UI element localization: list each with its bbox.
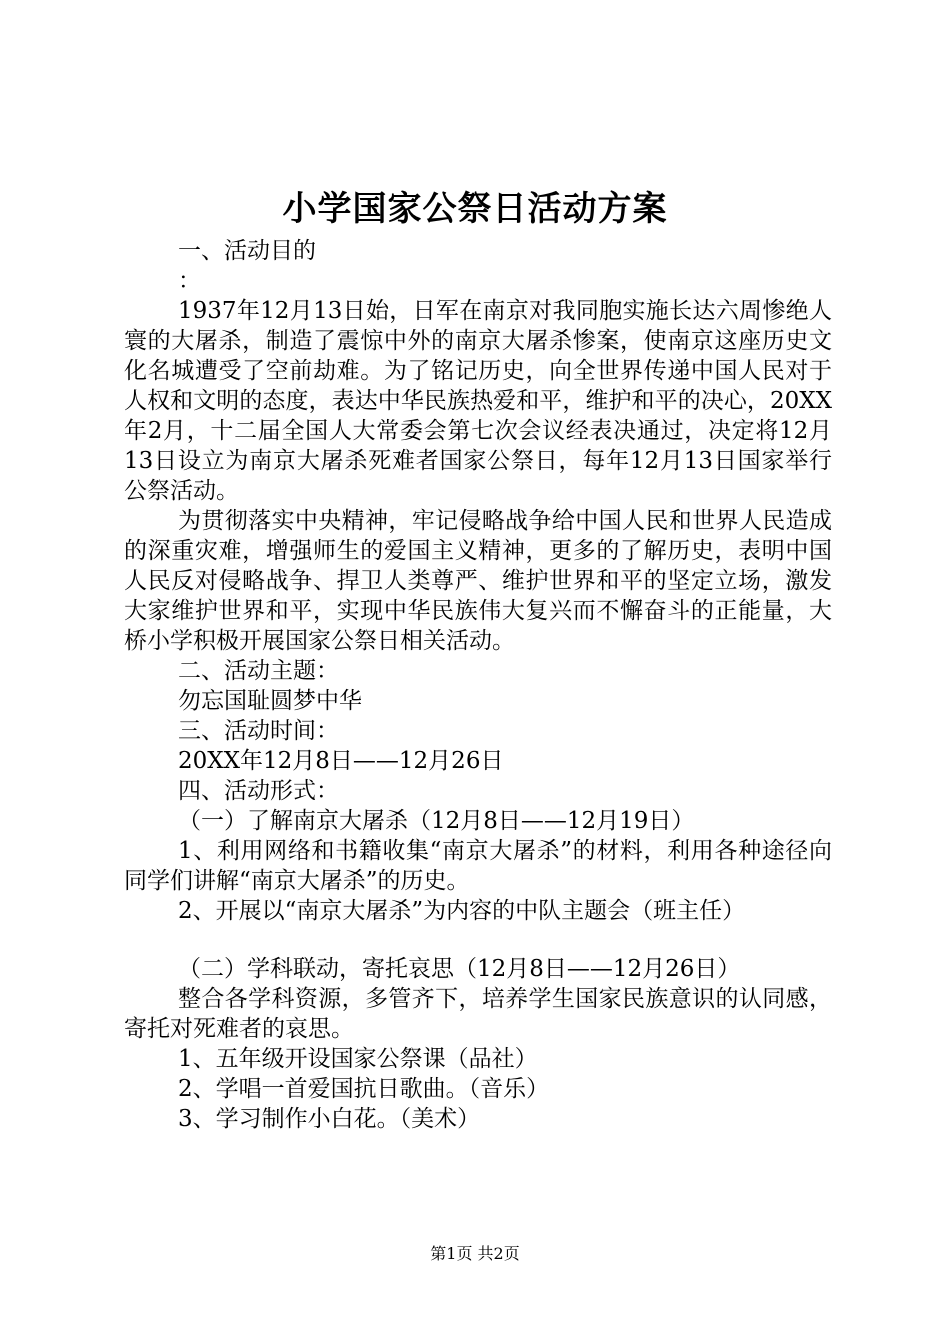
- paragraph-subjects: 整合各学科资源，多管齐下，培养学生国家民族意识的认同感，寄托对死难者的哀思。: [124, 986, 832, 1042]
- section-heading-theme: 二、活动主题：: [178, 658, 339, 684]
- list-item: 3、学习制作小白花。（美术）: [178, 1106, 481, 1132]
- section-heading-time: 三、活动时间：: [178, 718, 339, 744]
- paragraph-purpose: 为贯彻落实中央精神，牢记侵略战争给中国人民和世界人民造成的深重灾难，增强师生的爱国主义精神，更多的了解历史，表明中国人民反对侵略战争、捍卫人类尊严、维护世界和平的坚定立场，激发大家维护世界和平，实现中华民族伟大复兴而不懈奋斗的正能量，大桥小学积极开展国家公祭日相关活动。: [124, 508, 832, 654]
- section-heading-purpose: 一、活动目的: [178, 238, 316, 264]
- theme-text: 勿忘国耻圆梦中华: [178, 688, 362, 714]
- paragraph-background: 1937年12月13日始，日军在南京对我同胞实施长达六周惨绝人寰的大屠杀，制造了震惊中外的南京大屠杀惨案，使南京这座历史文化名城遭受了空前劫难。为了铭记历史，向全世界传递中国人民对于人权和文明的态度，表达中华民族热爱和平，维护和平的决心，20XX年2月，十二届全国人大常委会第七次会议经表决通过，决定将12月13日设立为南京大屠杀死难者国家公祭日，每年12月13日国家举行公祭活动。: [124, 298, 832, 504]
- list-item: 2、学唱一首爱国抗日歌曲。（音乐）: [178, 1076, 550, 1102]
- page-number-footer: 第1页 共2页: [430, 1244, 520, 1263]
- time-text: 20XX年12月8日——12月26日: [178, 748, 504, 774]
- colon-line: ：: [178, 268, 201, 294]
- document-title: 小学国家公祭日活动方案: [282, 189, 668, 229]
- section-heading-form: 四、活动形式：: [178, 778, 339, 804]
- list-item: 1、五年级开设国家公祭课（品社）: [178, 1046, 538, 1072]
- subsection-heading-2: （二）学科联动，寄托哀思（12月8日——12月26日）: [178, 956, 741, 982]
- document-body: [124, 236, 832, 1134]
- blank-line: [124, 926, 832, 954]
- list-item: 2、开展以“南京大屠杀”为内容的中队主题会（班主任）: [178, 898, 746, 924]
- subsection-heading-1: （一）了解南京大屠杀（12月8日——12月19日）: [178, 808, 695, 834]
- list-item: 1、利用网络和书籍收集“南京大屠杀”的材料，利用各种途径向同学们讲解“南京大屠杀”的历史。: [124, 838, 832, 894]
